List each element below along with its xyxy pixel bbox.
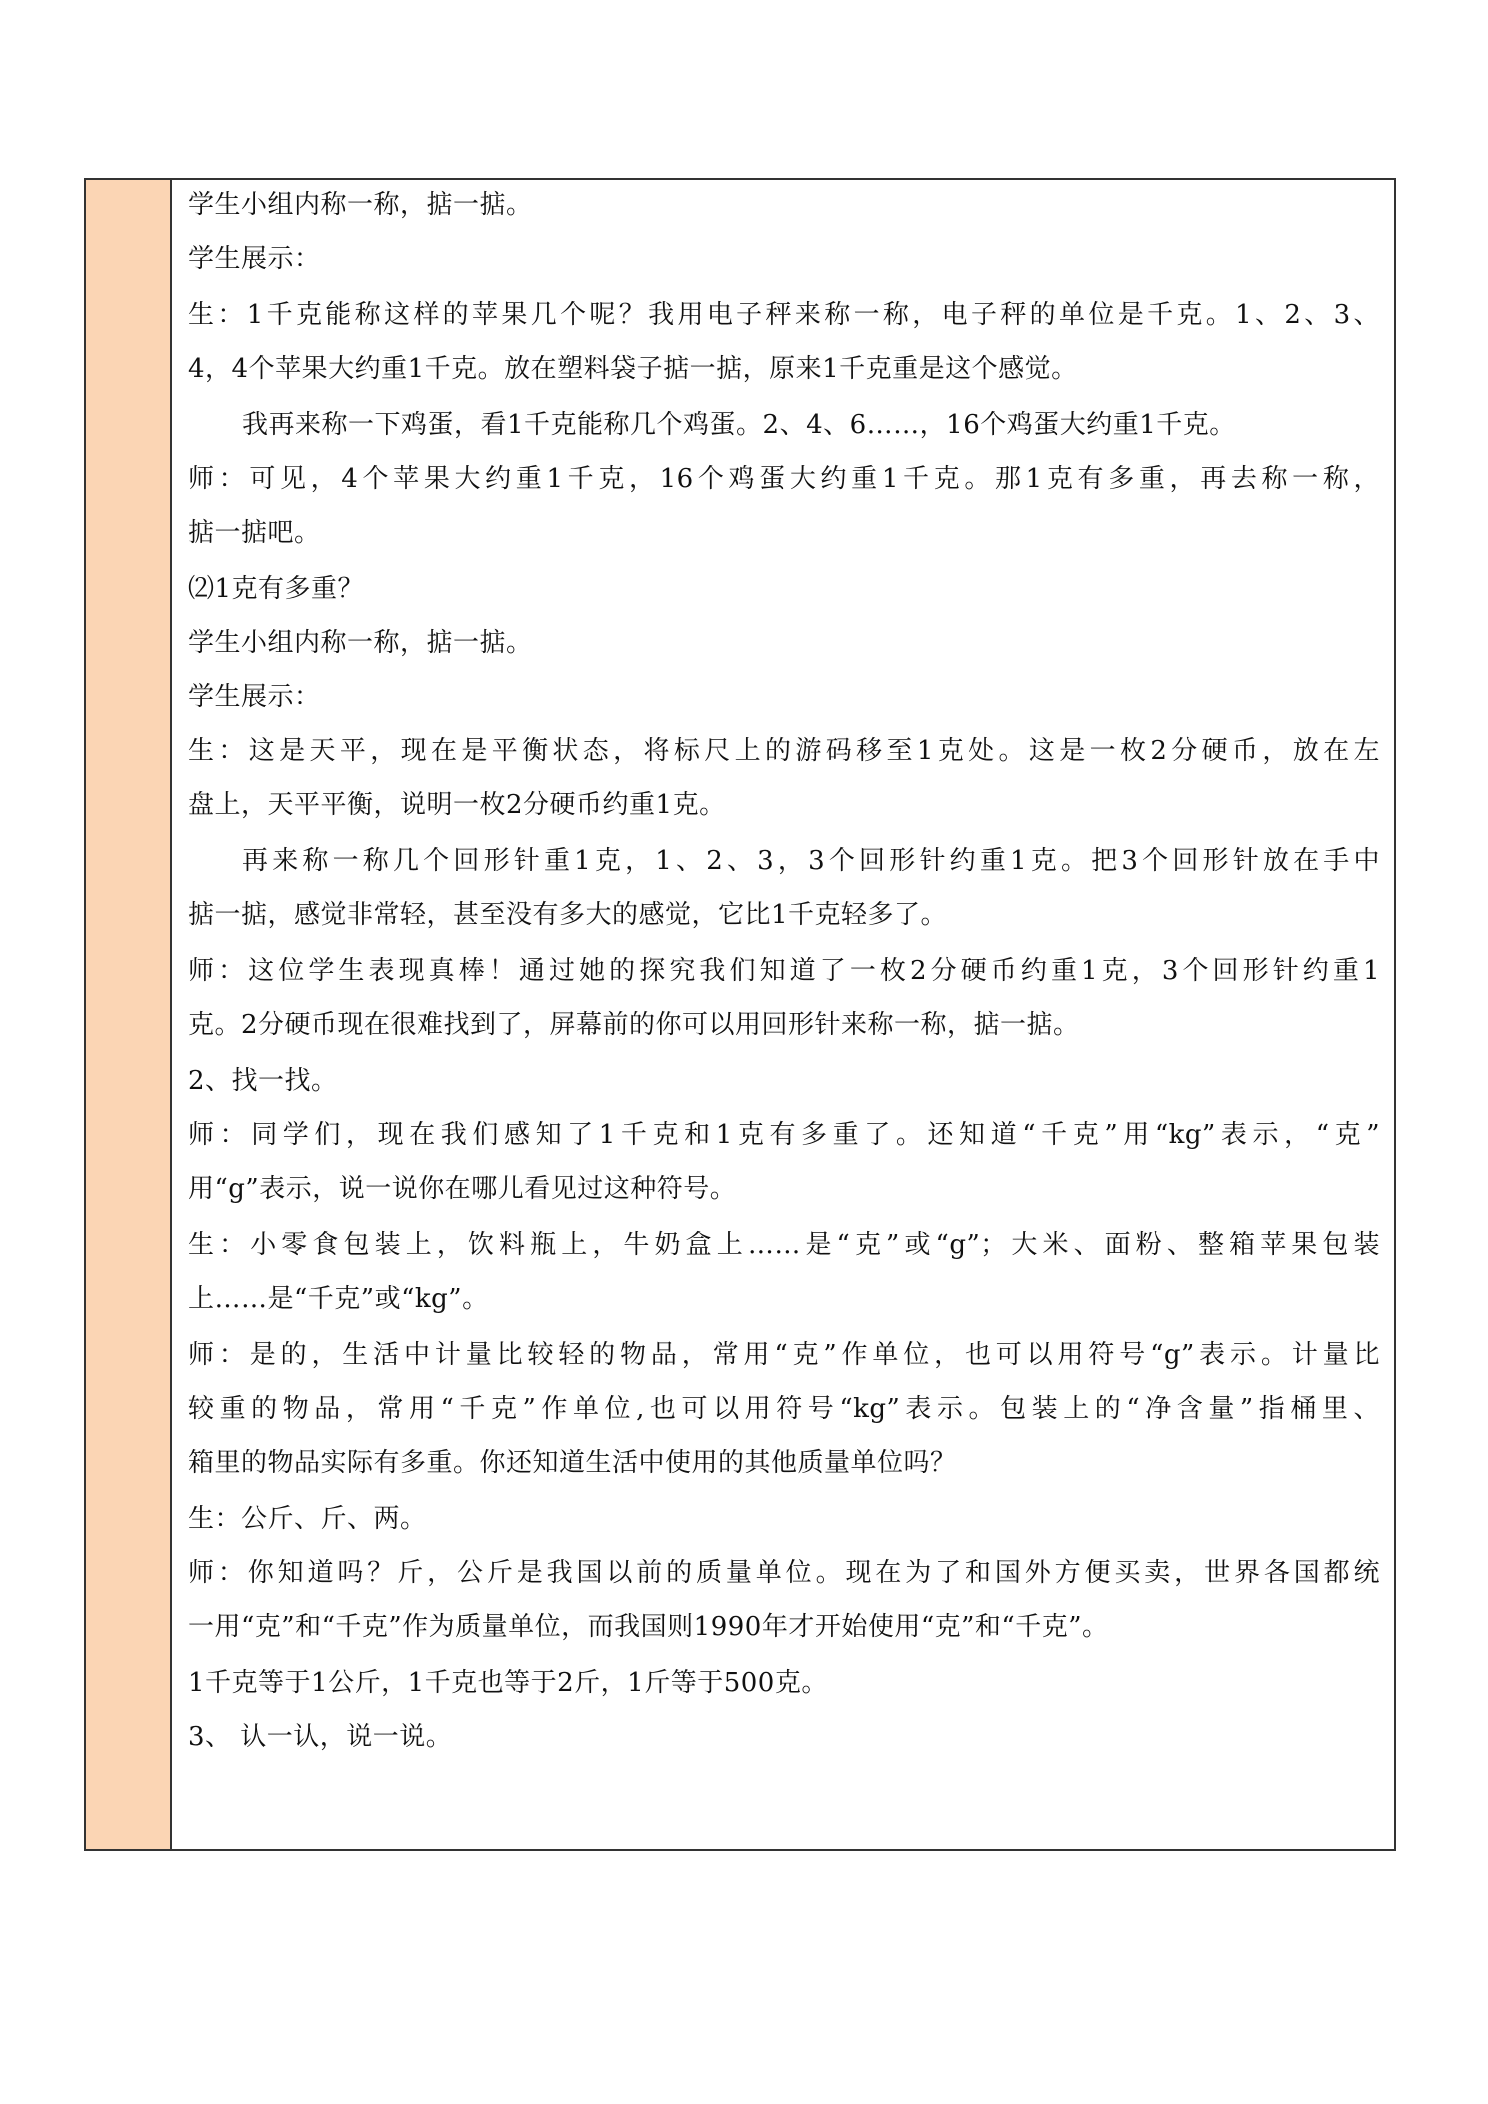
- text-line: 1千克等于1公斤，1千克也等于2斤，1斤等于500克。: [188, 1668, 828, 1698]
- text-line: 用“g”表示，说一说你在哪儿看见过这种符号。: [188, 1174, 737, 1204]
- text-line: 师：你知道吗？斤，公斤是我国以前的质量单位。现在为了和国外方便买卖，世界各国都统: [188, 1558, 1380, 1588]
- text-line: 师：可见，4个苹果大约重1千克，16个鸡蛋大约重1千克。那1克有多重，再去称一称，: [188, 464, 1380, 494]
- text-line: 我再来称一下鸡蛋，看1千克能称几个鸡蛋。2、4、6……，16个鸡蛋大约重1千克。: [242, 410, 1236, 440]
- text-line: 较重的物品，常用“千克”作单位,也可以用符号“kg”表示。包装上的“净含量”指桶里、: [188, 1394, 1380, 1424]
- text-line: 箱里的物品实际有多重。你还知道生活中使用的其他质量单位吗？: [188, 1448, 957, 1478]
- text-line: 一用“克”和“千克”作为质量单位，而我国则1990年才开始使用“克”和“千克”。: [188, 1612, 1109, 1642]
- text-line: 学生小组内称一称，掂一掂。: [188, 190, 533, 220]
- text-line: ⑵1克有多重？: [188, 574, 365, 604]
- text-line: 生：小零食包装上，饮料瓶上，牛奶盒上……是“克”或“g”；大米、面粉、整箱苹果包装: [188, 1230, 1380, 1260]
- text-line: 掂一掂吧。: [188, 518, 321, 548]
- text-line: 生：这是天平，现在是平衡状态，将标尺上的游码移至1克处。这是一枚2分硬币，放在左: [188, 736, 1380, 766]
- text-line: 生：1千克能称这样的苹果几个呢？我用电子秤来称一称，电子秤的单位是千克。1、2、3、: [188, 300, 1380, 330]
- text-line: 学生展示：: [188, 682, 321, 712]
- text-line: 克。2分硬币现在很难找到了，屏幕前的你可以用回形针来称一称，掂一掂。: [188, 1010, 1080, 1040]
- text-line: 学生展示：: [188, 244, 321, 274]
- text-line: 上……是“千克”或“kg”。: [188, 1284, 489, 1314]
- text-line: 师：是的，生活中计量比较轻的物品，常用“克”作单位，也可以用符号“g”表示。计量比: [188, 1340, 1380, 1370]
- text-line: 学生小组内称一称，掂一掂。: [188, 628, 533, 658]
- text-line: 师：同学们，现在我们感知了1千克和1克有多重了。还知道“千克”用“kg”表示，“克”: [188, 1120, 1380, 1150]
- text-line: 师：这位学生表现真棒！通过她的探究我们知道了一枚2分硬币约重1克，3个回形针约重1: [188, 956, 1380, 986]
- text-line: 盘上，天平平衡，说明一枚2分硬币约重1克。: [188, 790, 726, 820]
- text-line: 再来称一称几个回形针重1克，1、2、3，3个回形针约重1克。把3个回形针放在手中: [242, 846, 1380, 876]
- left-label-column: [86, 180, 172, 1849]
- text-line: 生：公斤、斤、两。: [188, 1504, 427, 1534]
- text-line: 4，4个苹果大约重1千克。放在塑料袋子掂一掂，原来1千克重是这个感觉。: [188, 354, 1078, 384]
- lesson-table: [84, 178, 1396, 1851]
- text-line: 掂一掂，感觉非常轻，甚至没有多大的感觉，它比1千克轻多了。: [188, 900, 948, 930]
- content-cell: [172, 180, 1394, 1849]
- text-line: 3、 认一认，说一说。: [188, 1722, 453, 1752]
- text-line: 2、找一找。: [188, 1066, 338, 1096]
